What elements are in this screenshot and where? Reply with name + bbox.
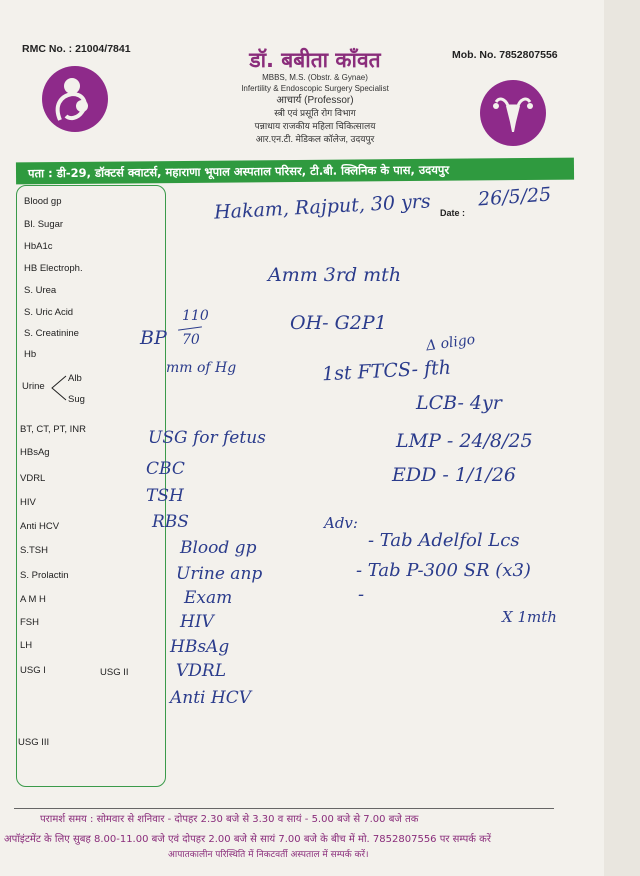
trimester-scan: 1st FTCS- fth xyxy=(321,356,452,386)
consultation-hours: परामर्श समय : सोमवार से शनिवार - दोपहर 2.30 बजे से 3.30 व सायं - 5.00 बजे से 7.00 बजे तक xyxy=(40,814,419,825)
test-item: VDRL xyxy=(20,473,46,484)
doctor-name: डॉ. बबीता काँवत xyxy=(249,48,381,72)
test-item: S. Prolactin xyxy=(20,570,69,581)
bp-systolic: 110 xyxy=(182,308,209,324)
appointment-info: अपॉइंटमेंट के लिए सुबह 8.00-11.00 बजे एवं दोपहर 2.00 बजे से सायं 7.00 बजे के बीच में मो. 7852807556 पर सम्पर्क करें xyxy=(4,834,491,845)
rmc-number: RMC No. : 21004/7841 xyxy=(22,43,131,55)
test-item: Urine xyxy=(22,381,45,392)
test-item: S.TSH xyxy=(20,545,48,556)
test-item: S. Creatinine xyxy=(24,328,79,339)
footer-divider xyxy=(14,808,554,809)
inv-cbc: CBC xyxy=(146,459,185,479)
bp-unit: mm of Hg xyxy=(166,360,237,376)
inv-hcv: Anti HCV xyxy=(170,688,252,708)
bp-diastolic: 70 xyxy=(182,332,200,348)
rx-line-2: - Tab P-300 SR (x3) xyxy=(356,560,531,581)
test-item: HbA1c xyxy=(24,241,53,252)
test-item: Hb xyxy=(24,349,37,360)
page-edge xyxy=(604,0,640,876)
inv-usg: USG for fetus xyxy=(148,428,266,448)
test-item: Anti HCV xyxy=(20,521,60,532)
obstetric-history: OH- G2P1 xyxy=(290,312,387,334)
test-item: HIV xyxy=(20,497,36,508)
gestation-note: Amm 3rd mth xyxy=(268,264,402,286)
test-item: S. Uric Acid xyxy=(24,307,74,318)
test-item: USG III xyxy=(18,737,50,748)
specialist: Infertility & Endoscopic Surgery Specialist xyxy=(241,84,389,93)
test-item: Alb xyxy=(68,373,82,384)
bp-divider xyxy=(178,326,202,330)
designation: आचार्य (Professor) xyxy=(276,95,354,106)
test-item: BT, CT, PT, INR xyxy=(20,424,86,435)
inv-hiv: HIV xyxy=(180,612,214,632)
test-item: FSH xyxy=(20,617,39,628)
doctor-header xyxy=(150,48,480,146)
inv-tsh: TSH xyxy=(146,486,184,506)
test-item: HBsAg xyxy=(20,447,50,458)
edd-note: EDD - 1/1/26 xyxy=(392,464,516,486)
test-item: A M H xyxy=(20,594,46,605)
inv-hbsag: HBsAg xyxy=(170,637,230,657)
inv-exam: Exam xyxy=(184,588,233,608)
uterus-logo-icon xyxy=(480,80,546,146)
inv-rbs: RBS xyxy=(152,512,189,532)
test-item: Bl. Sugar xyxy=(24,219,64,230)
mother-child-logo-icon xyxy=(42,66,108,132)
inv-blood-group: Blood gp xyxy=(180,538,257,558)
advice-label: Adv: xyxy=(324,514,358,532)
test-item: Sug xyxy=(68,394,85,405)
oligo-note: Δ oligo xyxy=(425,331,477,355)
lmp-note: LMP - 24/8/25 xyxy=(396,430,533,452)
prescription-date: 26/5/25 xyxy=(477,183,552,211)
tests-box xyxy=(16,185,166,787)
inv-urine: Urine anp xyxy=(176,564,263,584)
date-label: Date : xyxy=(440,208,466,218)
qualification: MBBS, M.S. (Obstr. & Gynae) xyxy=(262,73,368,82)
test-item: HB Electroph. xyxy=(24,263,83,274)
rx-line-1: - Tab Adelfol Lcs xyxy=(368,530,520,551)
emergency-note: आपातकालीन परिस्थिति में निकटवर्ती अस्पताल में सम्पर्क करें। xyxy=(168,850,369,860)
mobile-number: Mob. No. 7852807556 xyxy=(452,49,558,61)
test-item: USG I xyxy=(20,665,46,676)
hospital: पन्नाधाय राजकीय महिला चिकित्सालय xyxy=(254,121,376,131)
test-item: USG II xyxy=(100,667,129,678)
rx-duration: X 1mth xyxy=(502,608,557,626)
address-bar: पता : डी-29, डॉक्टर्स क्वाटर्स, महाराणा भूपाल अस्पताल परिसर, टी.बी. क्लिनिक के पास, उदयपुर xyxy=(16,158,574,185)
bp-label: BP xyxy=(140,327,167,349)
college: आर.एन.टी. मेडिकल कॉलेज, उदयपुर xyxy=(255,134,375,144)
test-item: Blood gp xyxy=(24,196,62,207)
test-item: LH xyxy=(20,640,33,651)
urine-brace-icon xyxy=(48,374,68,404)
inv-vdrl: VDRL xyxy=(176,661,226,681)
rx-dash: - xyxy=(358,584,365,605)
lcb-note: LCB- 4yr xyxy=(416,392,502,414)
department: स्त्री एवं प्रसूति रोग विभाग xyxy=(274,108,356,118)
test-item: S. Urea xyxy=(24,285,57,296)
patient-details: Hakam, Rajput, 30 yrs xyxy=(213,190,432,224)
